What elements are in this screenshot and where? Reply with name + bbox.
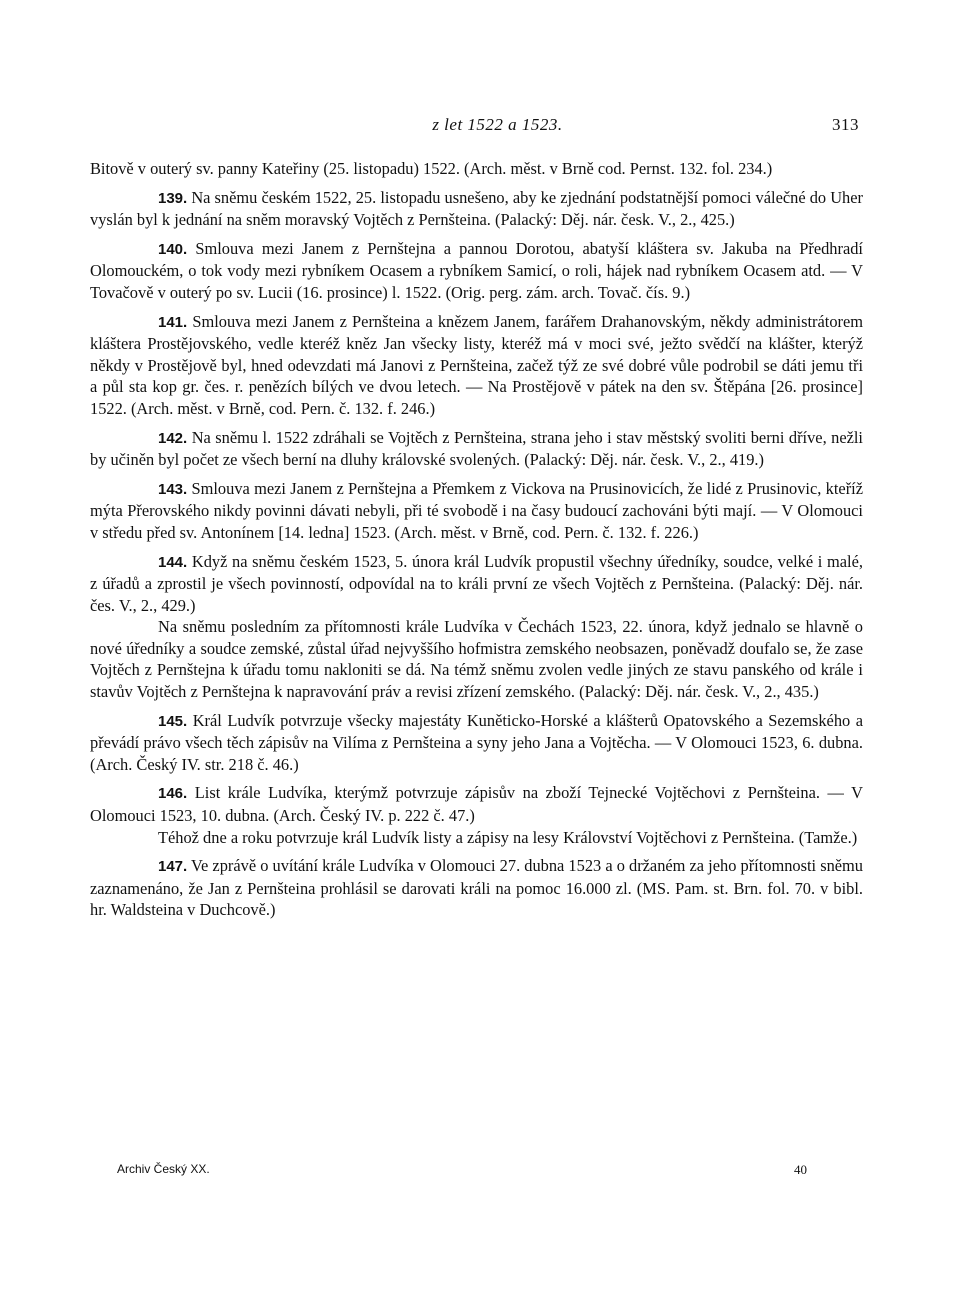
page-footer: [117, 1162, 807, 1182]
entry-text: Když na sněmu českém 1523, 5. února král Ludvík propustil všechny úředníky, soudce, velké i malé, z úřadů a zprostil je všech povinností, odpovídal na to králi první ze všech Vojtěch z Pernšteina. (Palacký: Děj. nár. čes. V., 2., 429.): [90, 551, 863, 615]
entry-text: Na sněmu posledním za přítomnosti krále Ludvíka v Čechách 1523, 22. února, když jednalo se hlavně o nové úředníky a soudce zemské, zůstal úřad nejvyššího hofmistra zemského neobsazen, poněvadž doufalo se, že zase Vojtěch z Pernštejna k úřadu tomu nakloniti se dá. Na témž sněmu zvolen vedle jiných ze stavu panského od krále i stavův Vojtěch z Pernštejna k napravování práv a revisi zřízení zemského. (Palacký: Děj. nár. česk. V., 2., 435.): [90, 617, 863, 702]
entry-number: 140.: [158, 240, 188, 258]
entry-144: [90, 551, 863, 617]
entry-141: [90, 311, 863, 420]
entry-145: [90, 710, 863, 776]
page-number: 313: [832, 115, 859, 134]
entry-140: [90, 238, 863, 304]
entry-143: [90, 478, 863, 544]
entry-text: Na sněmu l. 1522 zdráhali se Vojtěch z Pernšteina, strana jeho i stav městský svoliti berni dříve, nežli by učiněn byl počet ze všech berní na dluhy královské svolených. (Palacký: Děj. nár. česk. V., 2., 419.): [90, 427, 863, 470]
entry-number: 147.: [158, 858, 188, 876]
entry-139: [90, 187, 863, 231]
entry-text: Smlouva mezi Janem z Pernštejna a pannou Dorotou, abatyší kláštera sv. Jakuba na Předhradí Olomouckém, o tok vody mezi rybníkem Ocasem a rybníkem Samicí, o roli, hájek nad rybníkem Ocasem atd. — V Tovačově v outerý po sv. Lucii (16. prosince) l. 1522. (Orig. perg. zám. arch. Tovač. čís. 9.): [90, 238, 863, 302]
entry-text: Na sněmu českém 1522, 25. listopadu usnešeno, aby ke zjednání podstatnější pomoci válečné do Uher vyslán byl k jednání na sněm moravský Vojtěch z Pernšteina. (Palacký: Děj. nár. česk. V., 2., 425.): [90, 187, 863, 230]
entry-number: 142.: [158, 429, 188, 447]
entry-number: 141.: [158, 313, 188, 331]
entry-number: 144.: [158, 553, 188, 571]
entry-text: Bitově v outerý sv. panny Kateřiny (25. listopadu) 1522. (Arch. měst. v Brně cod. Pernst. 132. fol. 234.): [90, 159, 773, 178]
entry-146-paragraph: [90, 827, 863, 849]
running-head: [90, 115, 865, 141]
entry-number: 143.: [158, 480, 188, 498]
entry-142: [90, 427, 863, 471]
entry-146: [90, 782, 863, 826]
footer-series-title: Archiv Český XX.: [117, 1162, 210, 1176]
entry-text: Téhož dne a roku potvrzuje král Ludvík listy a zápisy na lesy Království Vojtěchovi z Pernšteina. (Tamže.): [158, 827, 858, 847]
entry-text: Ve zprávě o uvítání krále Ludvíka v Olomouci 27. dubna 1523 a o držaném za jeho přítomnosti sněmu zaznamenáno, že Jan z Pernšteina prohlásil se darovati králi na pomoc 16.000 zl. (MS. Pam. st. Brn. fol. 70. v bibl. hr. Waldsteina v Duchcově.): [90, 856, 863, 920]
entry-147: [90, 855, 863, 921]
entry-number: 139.: [158, 189, 188, 207]
entry-number: 145.: [158, 712, 188, 730]
entry-text: List krále Ludvíka, kterýmž potvrzuje zápisův na zboží Tejnecké Vojtěchovi z Pernšteina. — V Olomouci 1523, 10. dubna. (Arch. Český IV. p. 222 č. 47.): [90, 783, 863, 826]
entry-continuation: [90, 158, 863, 180]
entry-text: Král Ludvík potvrzuje všecky majestáty Kuněticko-Horské a klášterů Opatovského a Sezemského a převádí právo všech těch zápisův na Vilíma z Pernšteina a syny jeho Jana a Vojtěcha. — V Olomouci 1523, 6. dubna. (Arch. Český IV. str. 218 č. 46.): [90, 710, 863, 774]
entry-text: Smlouva mezi Janem z Pernštejna a Přemkem z Vickova na Prusinovicích, že lidé z Prusinovic, kteříž mýta Přerovského nikdy povinni dávati nebyli, při té svobodě i na časy budoucí zachováni býti mají. — V Olomouci v středu před sv. Antonínem [14. ledna] 1523. (Arch. měst. v Brně, cod. Pern. č. 132. f. 226.): [90, 478, 863, 542]
running-title: z let 1522 a 1523.: [432, 115, 563, 134]
entry-number: 146.: [158, 785, 188, 803]
entry-text: Smlouva mezi Janem z Pernšteina a knězem Janem, farářem Drahanovským, někdy administrátorem kláštera Prostějovského, vedle kteréž kněz Jan všecky listy, kteréž má v moci své, ježto svědčí na klášter, kterýž někdy v Prostějově byl, hned odevzdati má Janovi z Pernšteina, začež týž ze své dobré vůle podrobil se dáti jemu tři a půl sta kop gr. čes. r. penězích bílých ve dvou letech. — Na Prostějově v pátek na den sv. Štěpána [26. prosince] 1522. (Arch. měst. v Brně, cod. Pern. č. 132. f. 246.): [90, 311, 863, 418]
body-text: [90, 158, 863, 921]
entry-144-paragraph: [90, 616, 863, 702]
footer-signature-number: 40: [794, 1162, 807, 1177]
